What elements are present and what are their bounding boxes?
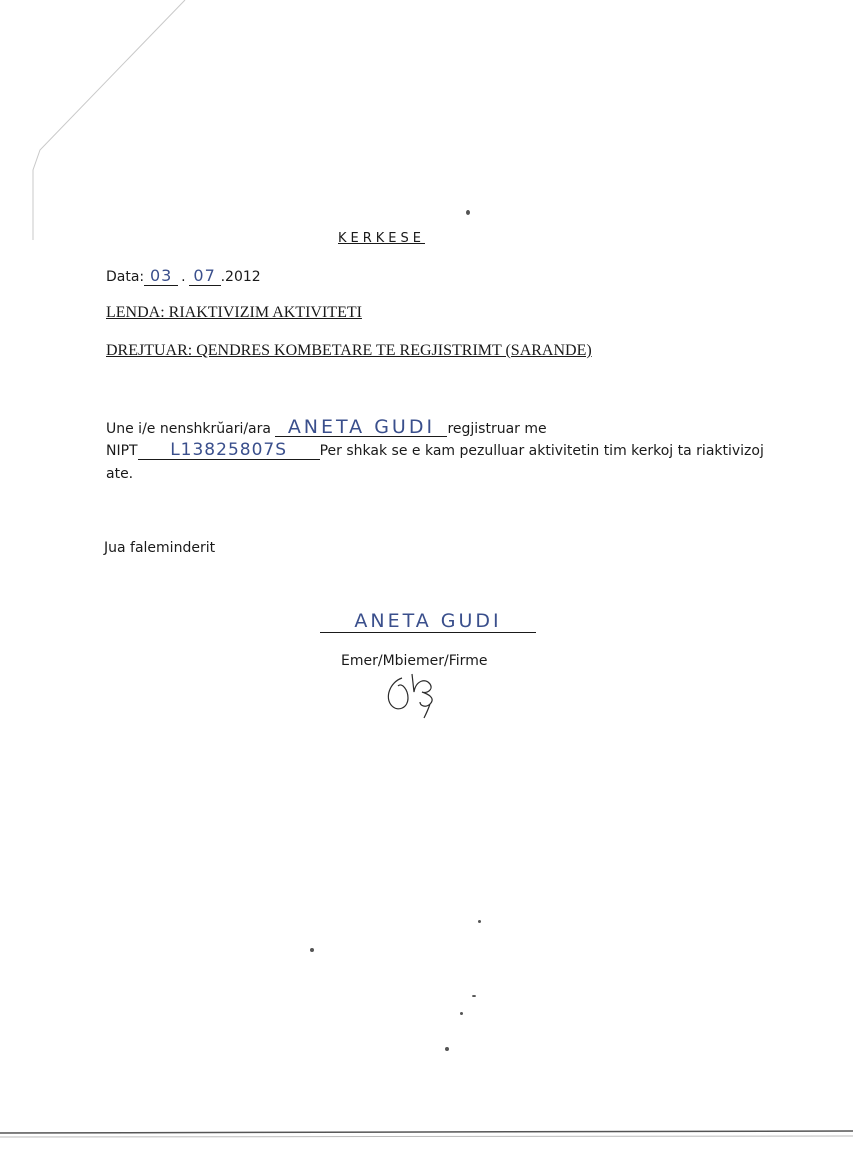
body-text: Une i/e nenshkrŭari/ara [106, 421, 271, 437]
nipt-handwritten: L13825807S [138, 441, 320, 460]
signature-name-line [320, 610, 536, 633]
page-edge-line [0, 1131, 853, 1133]
date-year: .2012 [220, 269, 261, 285]
body-line-1 [106, 418, 547, 437]
date-label: Data: [106, 269, 145, 285]
signature-scribble [378, 668, 448, 720]
scan-speck [472, 995, 476, 997]
date-month-handwritten: 07 [189, 267, 221, 286]
scan-speck [478, 920, 481, 923]
folded-corner [33, 0, 185, 240]
addressed-line: DREJTUAR: QENDRES KOMBETARE TE REGJISTRIMT (SARANDE) [106, 342, 592, 359]
closing-thanks: Jua faleminderit [104, 540, 216, 556]
date-day-handwritten: 03 [144, 267, 178, 286]
document-title: KERKESE [338, 231, 425, 246]
scan-speck [460, 1012, 463, 1015]
body-line-3: ate. [106, 466, 134, 482]
scan-speck [310, 948, 314, 952]
applicant-name-handwritten: ANETA GUDI [275, 418, 447, 437]
body-text: Per shkak se e kam pezulluar aktivitetin tim kerkoj ta riaktivizoj [319, 443, 764, 459]
nipt-label: NIPT [106, 443, 138, 459]
date-separator: . [181, 269, 186, 285]
signature-caption: Emer/Mbiemer/Firme [341, 653, 488, 669]
body-text: regjistruar me [447, 421, 547, 437]
body-line-2 [106, 441, 764, 460]
scan-speck [445, 1047, 449, 1051]
scan-speck [466, 210, 470, 215]
signature-name-handwritten: ANETA GUDI [354, 610, 502, 632]
date-line [106, 267, 261, 286]
subject-line: LENDA: RIAKTIVIZIM AKTIVITETI [106, 304, 362, 321]
